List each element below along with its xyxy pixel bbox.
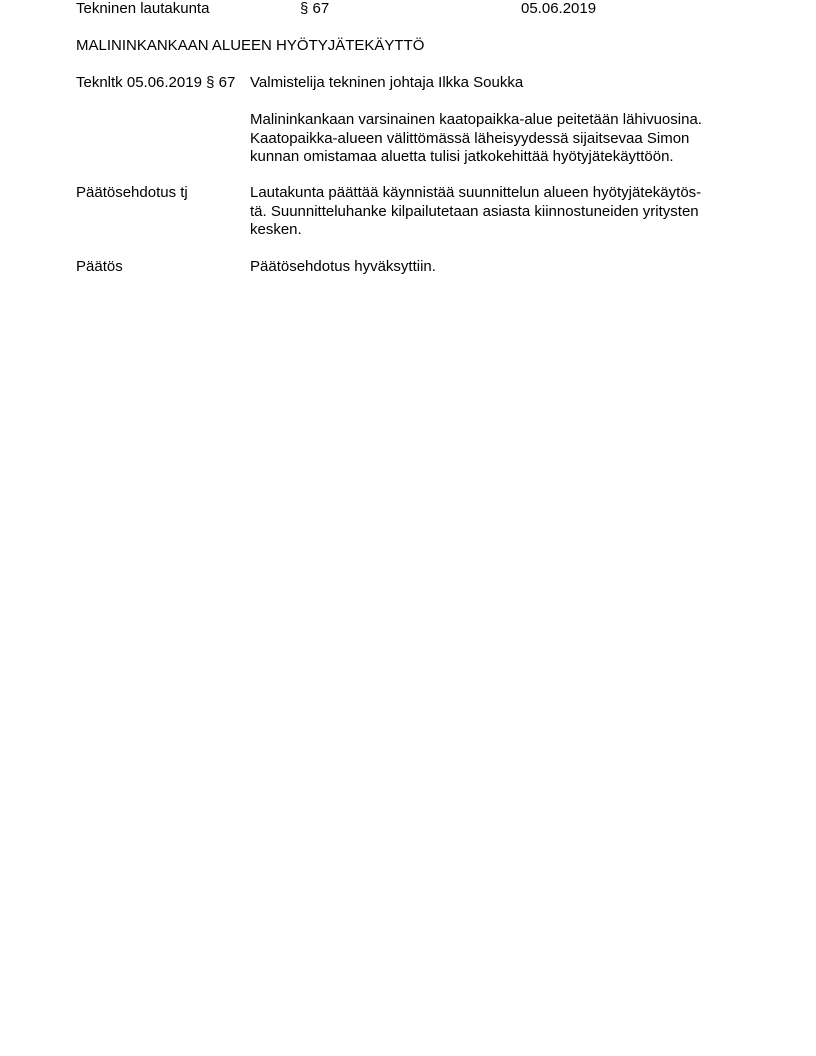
decision-text: Päätösehdotus hyväksyttiin. — [250, 258, 436, 275]
background-line: Malininkankaan varsinainen kaatopaikka-alue peitetään lähivuosina. — [250, 111, 702, 128]
proposal-paragraph — [250, 184, 742, 240]
proposal-line: Lautakunta päättää käynnistää suunnittelun alueen hyötyjätekäytös- — [250, 184, 702, 201]
decision-label: Päätös — [76, 258, 123, 275]
preparer-line: Valmistelija tekninen johtaja Ilkka Soukka — [250, 74, 524, 91]
section-number: § 67 — [300, 0, 330, 17]
background-line: kunnan omistamaa aluetta tulisi jatkokehittää hyötyjätekäyttöön. — [250, 148, 674, 165]
meeting-date: 05.06.2019 — [521, 0, 597, 17]
proposal-label: Päätösehdotus tj — [76, 184, 188, 201]
committee-name: Tekninen lautakunta — [76, 0, 210, 17]
background-paragraph — [250, 111, 742, 167]
document-title: MALININKANKAAN ALUEEN HYÖTYJÄTEKÄYTTÖ — [76, 37, 425, 54]
background-line: Kaatopaikka-alueen välittömässä läheisyydessä sijaitsevaa Simon — [250, 129, 690, 147]
reference-code: Teknltk 05.06.2019 § 67 — [76, 74, 236, 91]
proposal-line: kesken. — [250, 221, 302, 238]
proposal-line: tä. Suunnitteluhanke kilpailutetaan asiasta kiinnostuneiden yritysten — [250, 202, 699, 220]
